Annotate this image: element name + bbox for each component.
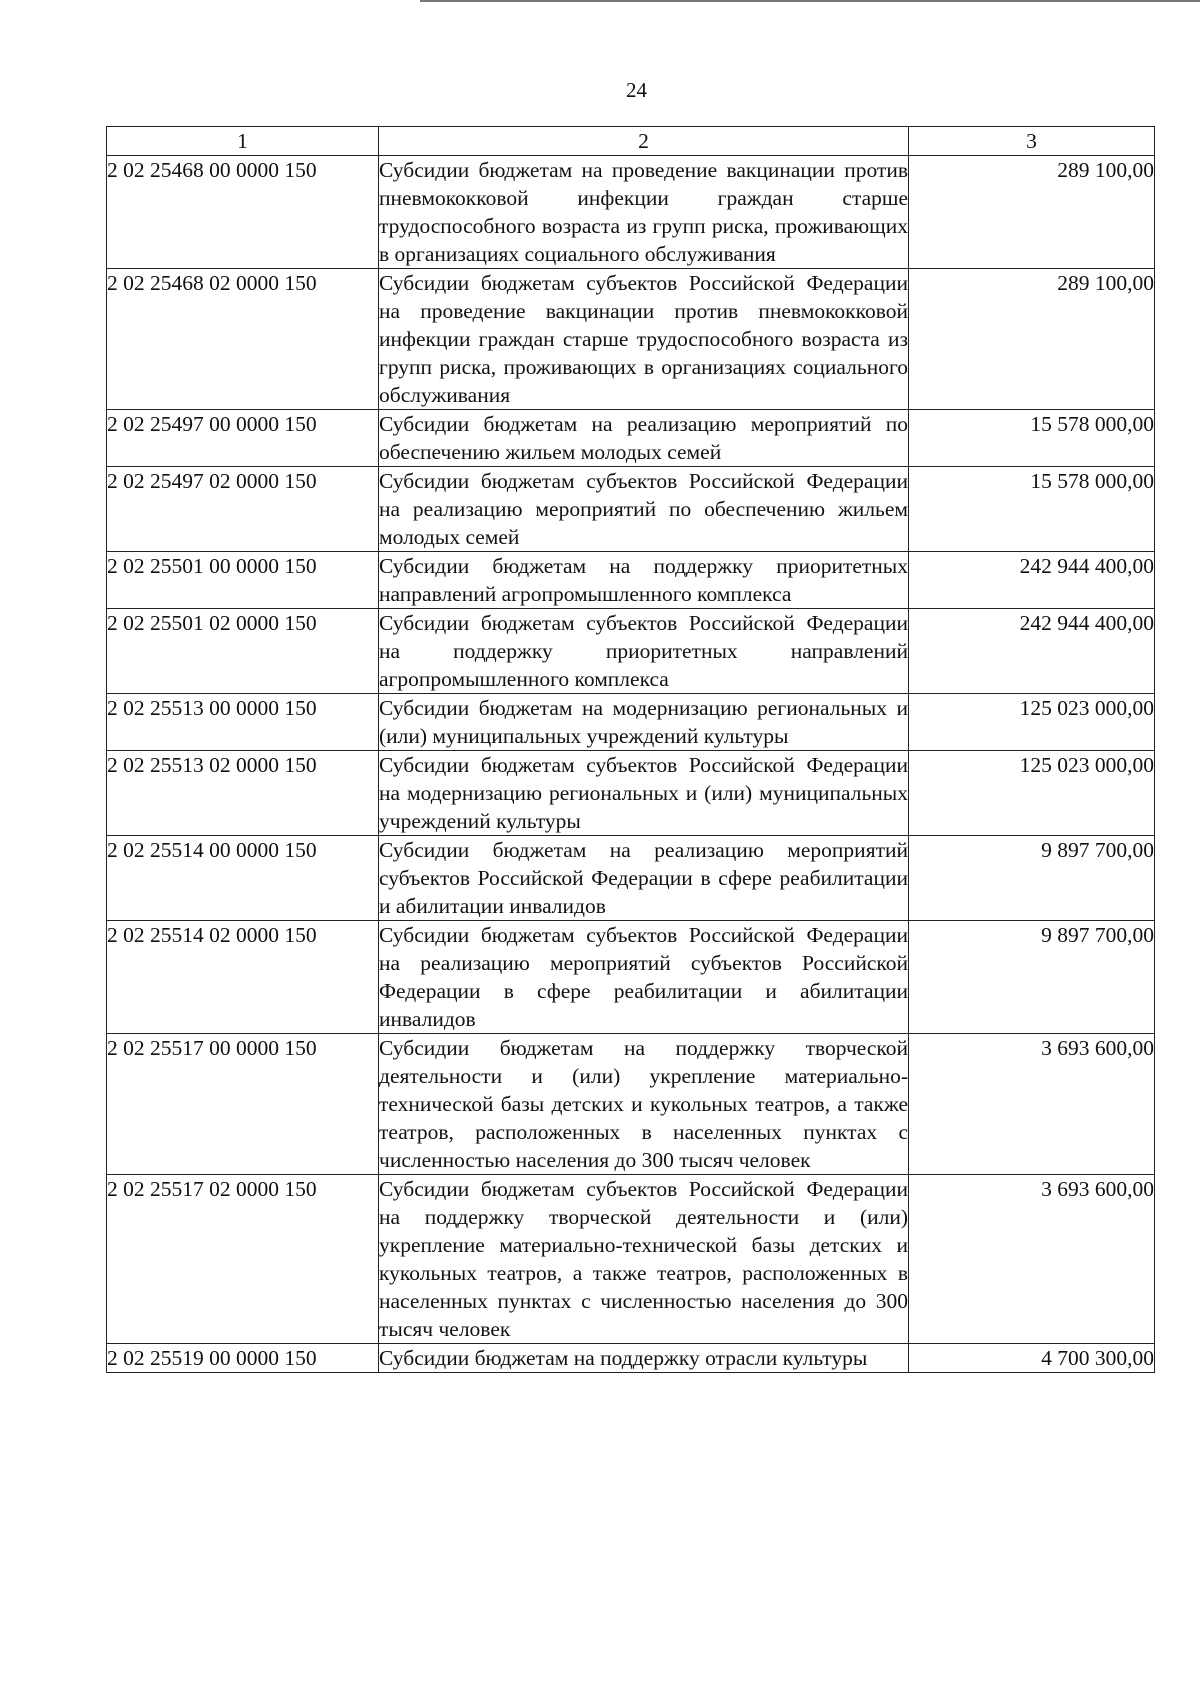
amount-cell: 9 897 700,00: [909, 836, 1155, 921]
table-header-row: [107, 127, 1155, 156]
table-row: [107, 1344, 1155, 1373]
table-row: [107, 156, 1155, 269]
code-cell: 2 02 25513 02 0000 150: [107, 751, 379, 836]
description-cell: Субсидии бюджетам субъектов Российской Федерации на поддержку творческой деятельности и (или) укрепление материально-технической базы детских и кукольных театров, а также театров, расположенных в населенных пунктах с численностью населения до 300 тысяч человек: [379, 1175, 909, 1344]
amount-cell: 15 578 000,00: [909, 410, 1155, 467]
code-cell: 2 02 25517 00 0000 150: [107, 1034, 379, 1175]
description-cell: Субсидии бюджетам субъектов Российской Федерации на реализацию мероприятий субъектов Российской Федерации в сфере реабилитации и абилитации инвалидов: [379, 921, 909, 1034]
code-cell: 2 02 25501 00 0000 150: [107, 552, 379, 609]
column-header-2: 2: [379, 127, 909, 156]
table-row: [107, 751, 1155, 836]
description-cell: Субсидии бюджетам на модернизацию региональных и (или) муниципальных учреждений культуры: [379, 694, 909, 751]
amount-cell: 15 578 000,00: [909, 467, 1155, 552]
table-row: [107, 269, 1155, 410]
amount-cell: 125 023 000,00: [909, 694, 1155, 751]
amount-cell: 4 700 300,00: [909, 1344, 1155, 1373]
column-header-3: 3: [909, 127, 1155, 156]
code-cell: 2 02 25519 00 0000 150: [107, 1344, 379, 1373]
table-row: [107, 410, 1155, 467]
budget-table: [106, 126, 1155, 1373]
code-cell: 2 02 25497 02 0000 150: [107, 467, 379, 552]
page-number: 24: [626, 78, 647, 102]
amount-cell: 289 100,00: [909, 269, 1155, 410]
amount-cell: 242 944 400,00: [909, 609, 1155, 694]
table-row: [107, 1034, 1155, 1175]
description-cell: Субсидии бюджетам субъектов Российской Федерации на проведение вакцинации против пневмококковой инфекции граждан старше трудоспособного возраста из групп риска, проживающих в организациях социального обслуживания: [379, 269, 909, 410]
code-cell: 2 02 25497 00 0000 150: [107, 410, 379, 467]
code-cell: 2 02 25468 02 0000 150: [107, 269, 379, 410]
code-cell: 2 02 25517 02 0000 150: [107, 1175, 379, 1344]
amount-cell: 289 100,00: [909, 156, 1155, 269]
table-row: [107, 552, 1155, 609]
code-cell: 2 02 25514 00 0000 150: [107, 836, 379, 921]
description-cell: Субсидии бюджетам на поддержку приоритетных направлений агропромышленного комплекса: [379, 552, 909, 609]
table-row: [107, 836, 1155, 921]
code-cell: 2 02 25514 02 0000 150: [107, 921, 379, 1034]
amount-cell: 125 023 000,00: [909, 751, 1155, 836]
description-cell: Субсидии бюджетам на поддержку творческой деятельности и (или) укрепление материально-технической базы детских и кукольных театров, а также театров, расположенных в населенных пунктах с численностью населения до 300 тысяч человек: [379, 1034, 909, 1175]
description-cell: Субсидии бюджетам на реализацию мероприятий по обеспечению жильем молодых семей: [379, 410, 909, 467]
table-row: [107, 1175, 1155, 1344]
code-cell: 2 02 25501 02 0000 150: [107, 609, 379, 694]
description-cell: Субсидии бюджетам субъектов Российской Федерации на реализацию мероприятий по обеспечению жильем молодых семей: [379, 467, 909, 552]
description-cell: Субсидии бюджетам на реализацию мероприятий субъектов Российской Федерации в сфере реабилитации и абилитации инвалидов: [379, 836, 909, 921]
description-cell: Субсидии бюджетам на поддержку отрасли культуры: [379, 1344, 909, 1373]
description-cell: Субсидии бюджетам на проведение вакцинации против пневмококковой инфекции граждан старше трудоспособного возраста из групп риска, проживающих в организациях социального обслуживания: [379, 156, 909, 269]
amount-cell: 3 693 600,00: [909, 1034, 1155, 1175]
table-row: [107, 921, 1155, 1034]
table-row: [107, 467, 1155, 552]
table-row: [107, 609, 1155, 694]
amount-cell: 9 897 700,00: [909, 921, 1155, 1034]
column-header-1: 1: [107, 127, 379, 156]
amount-cell: 3 693 600,00: [909, 1175, 1155, 1344]
scan-edge-line: [420, 0, 1200, 2]
amount-cell: 242 944 400,00: [909, 552, 1155, 609]
code-cell: 2 02 25468 00 0000 150: [107, 156, 379, 269]
description-cell: Субсидии бюджетам субъектов Российской Федерации на поддержку приоритетных направлений агропромышленного комплекса: [379, 609, 909, 694]
table-row: [107, 694, 1155, 751]
description-cell: Субсидии бюджетам субъектов Российской Федерации на модернизацию региональных и (или) муниципальных учреждений культуры: [379, 751, 909, 836]
code-cell: 2 02 25513 00 0000 150: [107, 694, 379, 751]
